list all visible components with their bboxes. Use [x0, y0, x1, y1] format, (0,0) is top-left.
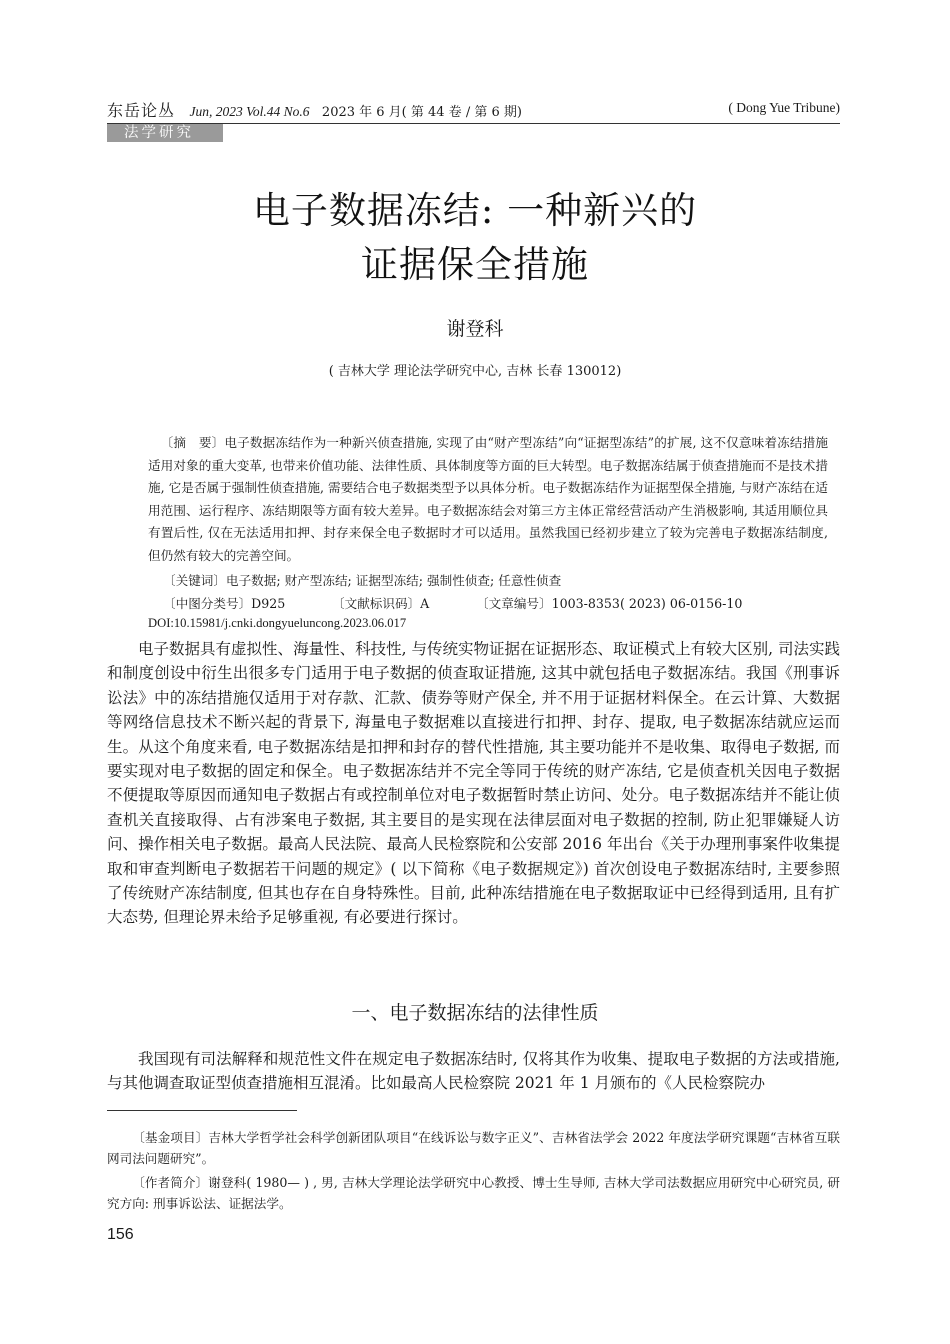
paragraph: 电子数据具有虚拟性、海量性、科技性, 与传统实物证据在证据形态、取证模式上有较大区别, 司法实践和制度创设中衍生出很多专门适用于电子数据的侦查取证措施, 这其中就包括电子数据冻结。我国《刑事诉讼法》中的冻结措施仅适用于对存款、汇款、债券等财产保全, 并不用于证据材料保全。在云计算、大数据等网络信息技术不断兴起的背景下, 海量电子数据难以直接进行扣押、封存、提取, 电子数据冻结就应运而生。从这个角度来看, 电子数据冻结是扣押和封存的替代性措施, 其主要功能并不是收集、取得电子数据, 而要实现对电子数据的固定和保全。电子数据冻结并不完全等同于传统的财产冻结, 它是侦查机关因电子数据不便提取等原因而通知电子数据占有或控制单位对电子数据暂时禁止访问、处分。电子数据冻结并不能让侦查机关直接取得、占有涉案电子数据, 其主要目的是实现在法律层面对电子数据的控制, 防止犯罪嫌疑人访问、操作相关电子数据。最高人民法院、最高人民检察院和公安部 2016 年出台《关于办理刑事案件收集提取和审查判断电子数据若干问题的规定》( 以下简称《电子数据规定》) 首次创设电子数据冻结时, 主要参照了传统财产冻结制度, 但其也存在自身特殊性。目前, 此种冻结措施在电子数据取证中已经得到适用, 且有扩大态势, 但理论界未给予足够重视, 有必要进行探讨。: [107, 640, 840, 927]
section-1-body: [107, 1047, 840, 1096]
journal-name: 东岳论丛: [107, 101, 176, 120]
clc-number: 〔中图分类号〕D925: [163, 596, 286, 611]
abstract-text: 〔摘 要〕电子数据冻结作为一种新兴侦查措施, 实现了由“财产型冻结”向“证据型冻结”的扩展, 这不仅意味着冻结措施适用对象的重大变革, 也带来价值功能、法律性质、具体制度等方面的巨大转型。电子数据冻结属于侦查措施而不是技术措施, 它是否属于强制性侦查措施, 需要结合电子数据类型予以具体分析。电子数据冻结作为证据型保全措施, 与财产冻结在适用范围、运行程序、冻结期限等方面有较大差异。电子数据冻结会对第三方主体正常经营活动产生消极影响, 其适用顺位具有置后性, 仅在无法适用扣押、封存来保全电子数据时才可以适用。虽然我国已经初步建立了较为完善电子数据冻结制度, 但仍然有较大的完善空间。: [148, 435, 828, 563]
document-code: 〔文献标识码〕A: [332, 596, 430, 611]
abstract: [148, 432, 828, 567]
title-line-2: 证据保全措施: [361, 243, 589, 286]
paragraph: 我国现有司法解释和规范性文件在规定电子数据冻结时, 仅将其作为收集、提取电子数据的方法或措施, 与其他调查取证型侦查措施相互混淆。比如最高人民检察院 2021 年 1 月颁布的《人民检察院办: [107, 1050, 840, 1093]
running-header: [107, 98, 840, 120]
author: 谢登科: [446, 318, 504, 340]
classification-info: [163, 593, 763, 612]
title-line-1: 电子数据冻结: 一种新兴的: [252, 189, 698, 232]
article-title: [0, 184, 950, 292]
page-number: 156: [107, 1226, 134, 1243]
doi: DOI:10.15981/j.cnki.dongyueluncong.2023.06.017: [148, 616, 407, 630]
affiliation: ( 吉林大学 理论法学研究中心, 吉林 长春 130012): [328, 364, 622, 379]
column-tag: 法学研究: [107, 124, 223, 142]
footnote-rule: [107, 1110, 297, 1111]
footnotes: [107, 1128, 840, 1218]
journal-english-name: ( Dong Yue Tribune): [728, 100, 840, 115]
footnote-author: 〔作者简介〕谢登科( 1980— ) , 男, 吉林大学理论法学研究中心教授、博士生导师, 吉林大学司法数据应用研究中心研究员, 研究方向: 刑事诉讼法、证据法学。: [107, 1175, 840, 1211]
footnote-fund: 〔基金项目〕吉林大学哲学社会科学创新团队项目“在线诉讼与数字正义”、吉林省法学会 2022 年度法学研究课题“吉林省互联网司法问题研究”。: [107, 1130, 840, 1166]
article-number: 〔文章编号〕1003-8353( 2023) 06-0156-10: [476, 596, 743, 611]
section-heading: 一、电子数据冻结的法律性质: [351, 1002, 599, 1024]
issue-chinese: 2023 年 6 月( 第 44 卷 / 第 6 期): [321, 105, 522, 120]
issue-english: Jun, 2023 Vol.44 No.6: [189, 104, 310, 119]
intro-section: [107, 637, 840, 930]
keywords: 〔关键词〕电子数据; 财产型冻结; 证据型冻结; 强制性侦查; 任意性侦查: [163, 573, 562, 588]
